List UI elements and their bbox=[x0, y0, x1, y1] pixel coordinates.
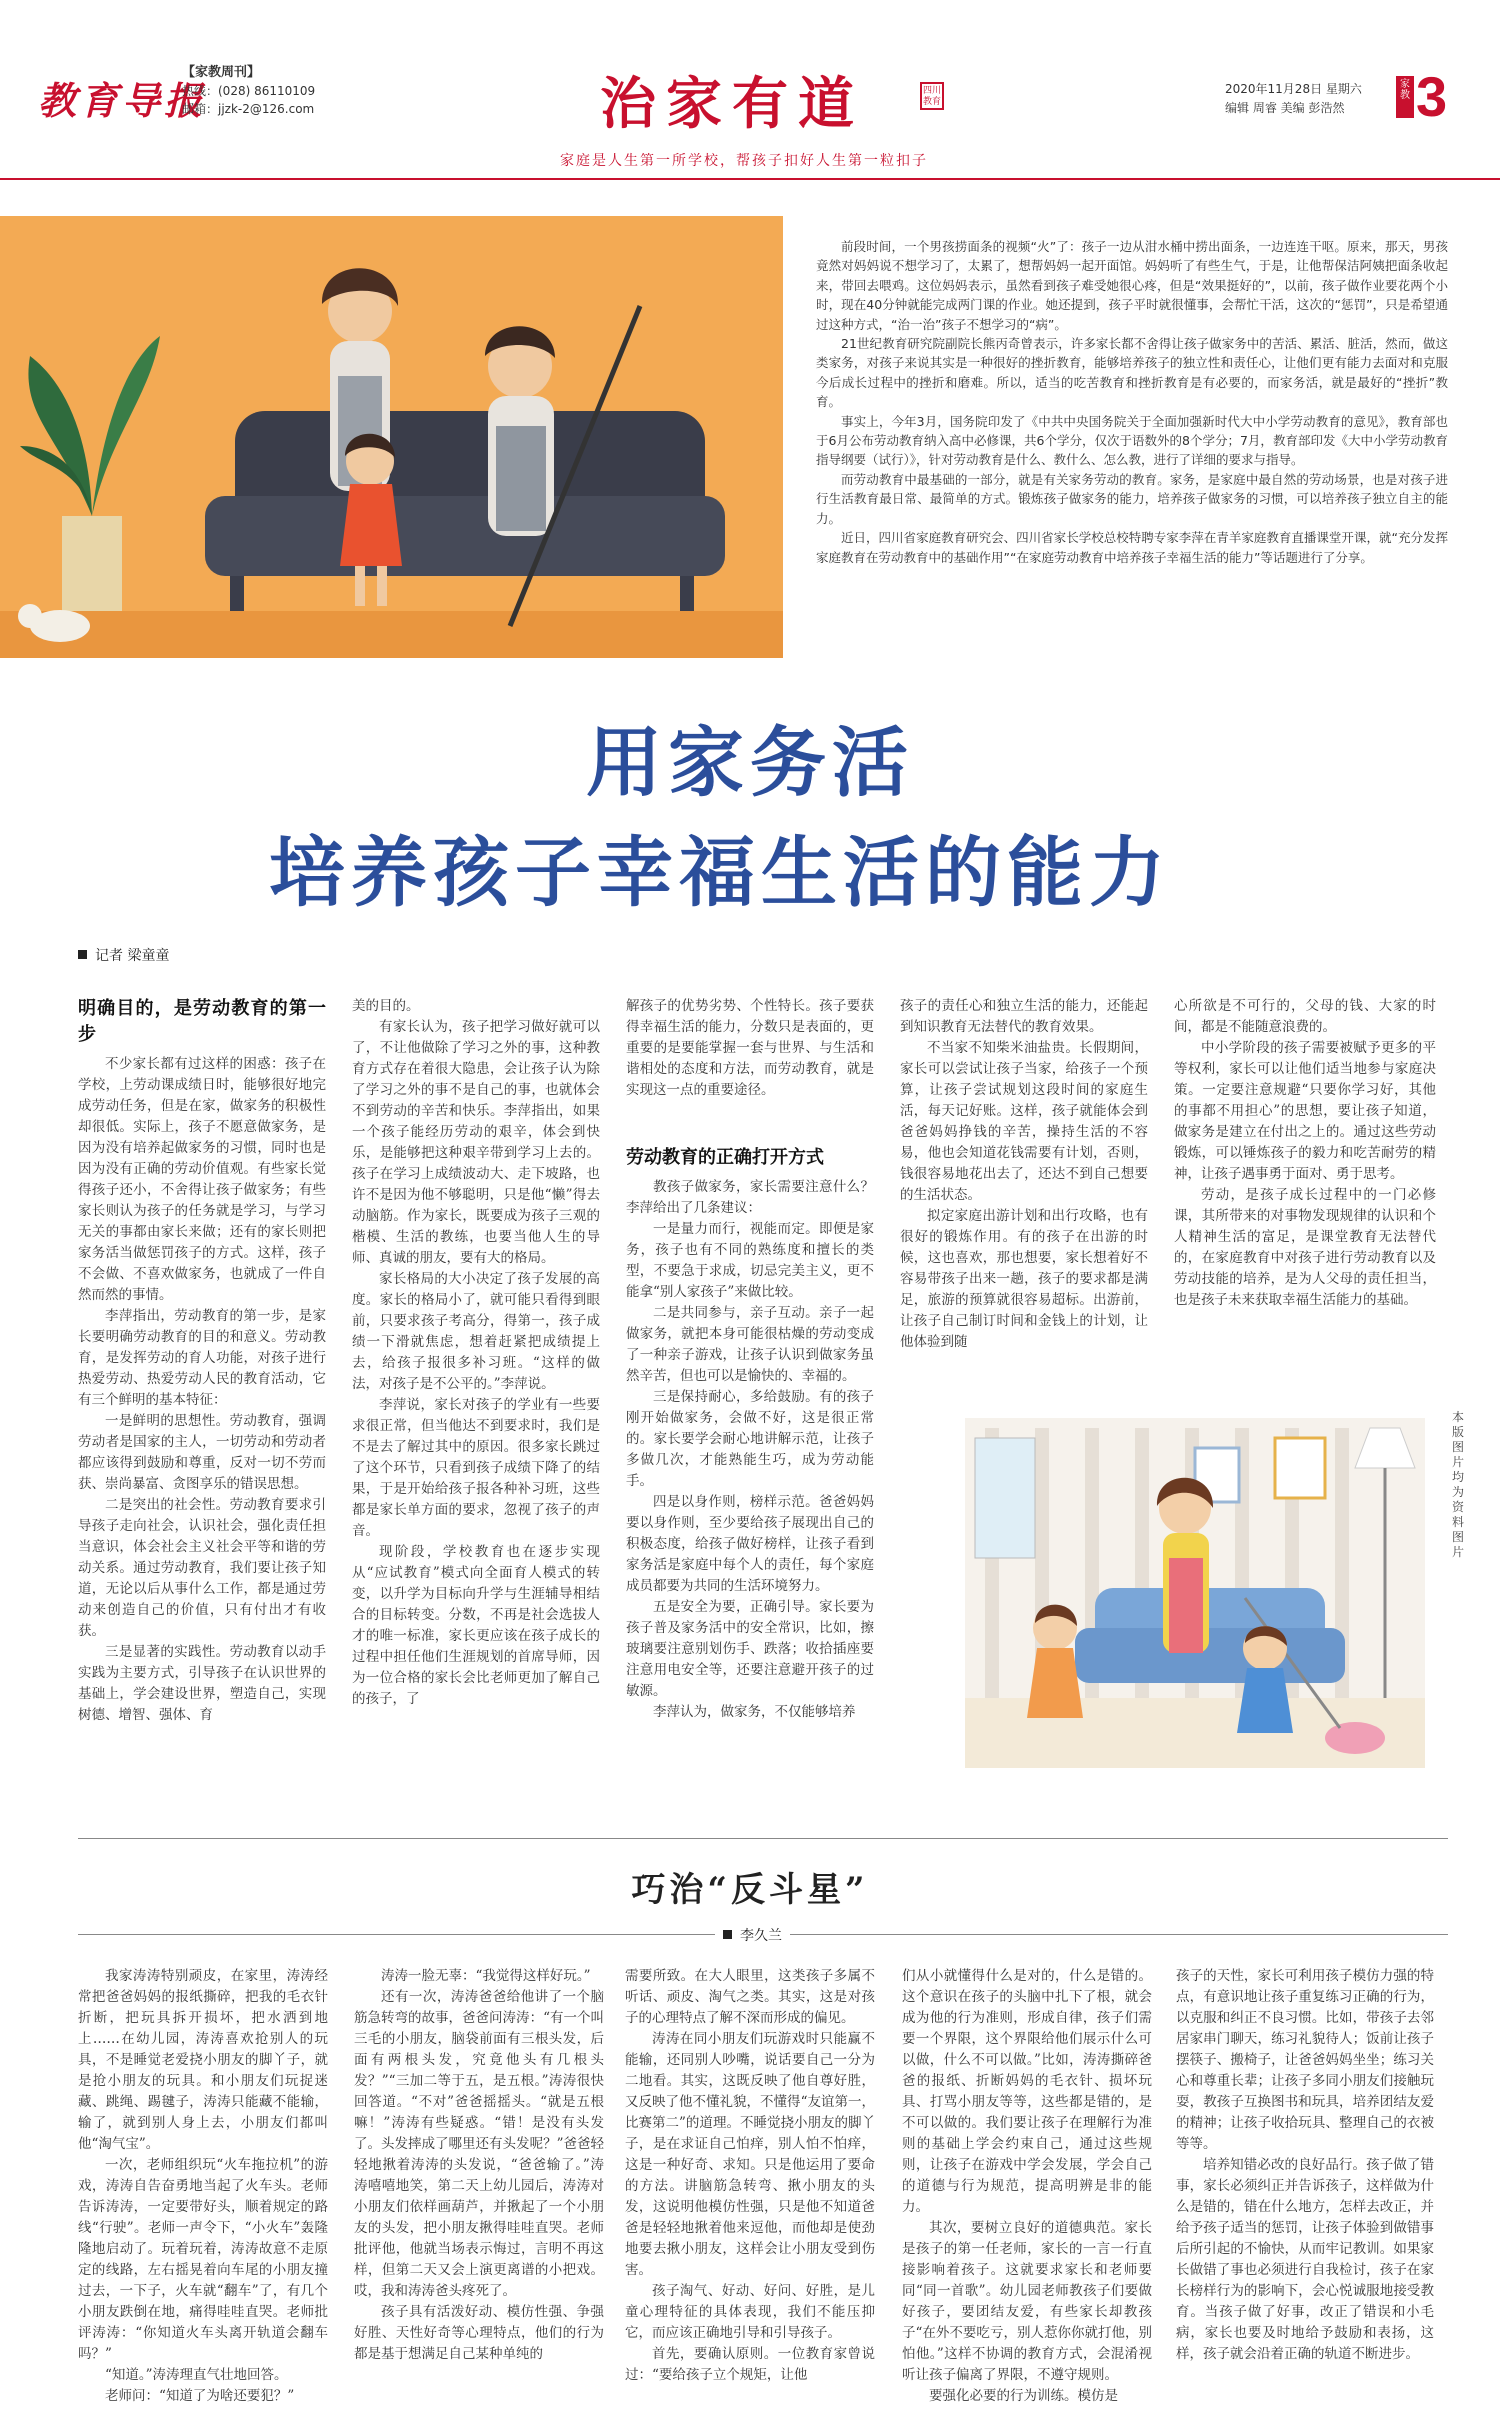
paragraph: 涛涛在同小朋友们玩游戏时只能赢不能输，还同别人吵嘴，说话要自己一分为二地看。其实，这既反映了他自尊好胜，又反映了他不懂礼貌，不懂得“友谊第一，比赛第二”的道理。不睡觉挠小朋友的脚丫子，是在求证自己怕痒，别人怕不怕痒，这是一种好奇、求知。只是他运用了要命的方法。讲脑筋急转弯、揪小朋友的头发，这说明他模仿性强，只是他不知道爸爸是轻轻地揪着他来逗他，而他却是使劲地要去揪小朋友，这样会让小朋友受到伤害。 bbox=[625, 2031, 875, 2278]
paragraph: 孩子的责任心和独立生活的能力，还能起到知识教育无法替代的教育效果。 bbox=[900, 998, 1148, 1035]
article-column-3 bbox=[626, 996, 874, 1723]
headline-line-1: 用家务活 bbox=[586, 718, 914, 807]
paragraph: 现阶段，学校教育也在逐步实现从“应试教育”模式向全面育人模式的转变，以升学为目标向升学与生涯辅导相结合的目标转变。分数，不再是社会选拔人才的唯一标准，家长更应该在孩子成长的过程中担任他们生涯规划的首席导师，因为一位合格的家长会比老师更加了解自己的孩子，了 bbox=[352, 1544, 600, 1707]
paragraph: 二是突出的社会性。劳动教育要求引导孩子走向社会，认识社会，强化责任担当意识，体会社会主义社会平等和谐的劳动关系。通过劳动教育，我们要让孩子知道，无论以后从事什么工作，都是通过劳动来创造自己的价值，只有付出才有收获。 bbox=[78, 1497, 326, 1639]
headline-line-2: 培养孩子幸福生活的能力 bbox=[269, 828, 1171, 917]
article-2-column-3 bbox=[625, 1966, 875, 2386]
article-2-column-4 bbox=[902, 1966, 1152, 2407]
paragraph: 二是共同参与，亲子互动。亲子一起做家务，就把本身可能很枯燥的劳动变成了一种亲子游戏，让孩子认识到做家务虽然辛苦，但也可以是愉快的、幸福的。 bbox=[626, 1305, 874, 1384]
subheading: 明确目的，是劳动教育的第一步 bbox=[78, 998, 326, 1045]
paragraph: “知道。”涛涛理直气壮地回答。 bbox=[105, 2367, 288, 2383]
family-cleaning-illustration bbox=[0, 216, 783, 658]
paragraph: 一是鲜明的思想性。劳动教育，强调劳动者是国家的主人，一切劳动和劳动者都应该得到鼓励和尊重，反对一切不劳而获、崇尚暴富、贪图享乐的错误思想。 bbox=[78, 1413, 326, 1492]
paragraph: 培养知错必改的良好品行。孩子做了错事，家长必须纠正并告诉孩子，这样做为什么是错的，错在什么地方，怎样去改正，并给予孩子适当的惩罚，让孩子体验到做错事后所引起的不愉快，从而牢记教训。如果家长做错了事也必须进行自我检讨，孩子在家长榜样行为的影响下，会心悦诚服地接受教育。当孩子做了好事，改正了错误和小毛病，家长也要及时地给予鼓励和表扬，这样，孩子就会沿着正确的轨道不断进步。 bbox=[1176, 2157, 1434, 2362]
paragraph: 要强化必要的行为训练。模仿是 bbox=[929, 2388, 1118, 2404]
article-2-column-2 bbox=[354, 1966, 604, 2365]
paragraph: 李萍说，家长对孩子的学业有一些要求很正常，但当他达不到要求时，我们是不是去了解过其中的原因。很多家长跳过了这个环节，只看到孩子成绩下降了的结果，于是开始给孩子报各种补习班，这些都是家长单方面的要求，忽视了孩子的声音。 bbox=[352, 1397, 600, 1539]
paragraph: 解孩子的优势劣势、个性特长。孩子要获得幸福生活的能力，分数只是表面的，更重要的是要能掌握一套与世界、与生活和谐相处的态度和方法，而劳动教育，就是实现这一点的重要途径。 bbox=[626, 998, 874, 1098]
paragraph: 孩子的天性，家长可利用孩子模仿力强的特点，有意识地让孩子重复练习正确的行为，以克服和纠正不良习惯。比如，带孩子去邻居家串门聊天，练习礼貌待人；饭前让孩子摆筷子、搬椅子，让爸爸妈妈坐坐；练习关心和尊重长辈；让孩子多同小朋友们接触玩耍，教孩子互换图书和玩具，培养团结友爱的精神；让孩子收拾玩具、整理自己的衣被等等。 bbox=[1176, 1968, 1434, 2152]
date-editor-block bbox=[1225, 80, 1362, 118]
page-number: 3 bbox=[1416, 65, 1448, 128]
masthead-contact bbox=[182, 64, 315, 118]
paragraph: 不少家长都有过这样的困惑：孩子在学校，上劳动课成绩日时，能够很好地完成劳动任务，但是在家，做家务的积极性却很低。实际上，孩子不愿意做家务，是因为没有培养起做家务的习惯，同时也是因为没有正确的劳动价值观。有些家长觉得孩子还小，不舍得让孩子做家务；有些家长则认为孩子的任务就是学习，与学习无关的事都由家长来做；还有的家长则把家务活当做惩罚孩子的方式。这样，孩子不会做、不喜欢做家务，也就成了一件自然而然的事情。 bbox=[78, 1056, 326, 1303]
section-divider bbox=[78, 1838, 1448, 1839]
intro-paragraph: 事实上，今年3月，国务院印发了《中共中央国务院关于全面加强新时代大中小学劳动教育的意见》，教育部也于6月公布劳动教育纳入高中必修课，共6个学分，仅次于语数外的8个学分；7月，教育部印发《大中小学劳动教育指导纲要（试行）》，针对劳动教育是什么、教什么、怎么教，进行了详细的要求与指导。 bbox=[816, 413, 1448, 468]
paragraph: 三是显著的实践性。劳动教育以动手实践为主要方式，引导孩子在认识世界的基础上，学会建设世界，塑造自己，实现树德、增智、强体、育 bbox=[78, 1644, 326, 1723]
article-column-2 bbox=[352, 996, 600, 1710]
byline: 记者 梁童童 bbox=[78, 945, 169, 965]
paragraph: 劳动，是孩子成长过程中的一门必修课，其所带来的对事物发现规律的认识和个人精神生活的富足，是课堂教育无法替代的，在家庭教育中对孩子进行劳动教育以及劳动技能的培养，是为人父母的责任担当，也是孩子未来获取幸福生活能力的基础。 bbox=[1174, 1187, 1436, 1308]
paragraph: 心所欲是不可行的，父母的钱、大家的时间，都是不能随意浪费的。 bbox=[1174, 998, 1436, 1035]
paragraph: 还有一次，涛涛爸爸给他讲了一个脑筋急转弯的故事，爸爸问涛涛：“有一个叫三毛的小朋友，脑袋前面有三根头发，后面有两根头发，究竟他头有几根头发？”“三加二等于五，是五根。”涛涛很快回答道。“不对”爸爸摇摇头。“就是五根嘛！”涛涛有些疑惑。“错！是没有头发了。头发摔成了哪里还有头发呢？”爸爸轻轻地揪着涛涛的头发说，“爸爸输了。”涛涛嘻嘻地笑，第二天上幼儿园后，涛涛对小朋友们依样画葫芦，并揪起了一个小朋友的头发，把小朋友揪得哇哇直哭。老师批评他，他就当场表示悔过，言明不再这样，但第二天又会上演更离谱的小把戏。哎，我和涛涛爸头疼死了。 bbox=[354, 1989, 604, 2299]
subheading: 劳动教育的正确打开方式 bbox=[626, 1147, 824, 1168]
article-2-column-1 bbox=[78, 1966, 328, 2407]
masthead-rule bbox=[0, 178, 1500, 180]
page-title: 治家有道 bbox=[600, 71, 864, 137]
byline: 李久兰 bbox=[715, 1925, 790, 1945]
editors: 编辑 周睿 美编 彭浩然 bbox=[1225, 101, 1345, 115]
paragraph: 一次，老师组织玩“火车拖拉机”的游戏，涛涛自告奋勇地当起了火车头。老师告诉涛涛，一定要带好头，顺着规定的路线“行驶”。老师一声令下，“小火车”轰隆隆地启动了。玩着玩着，涛涛故意不走原定的线路，左右摇晃着向车尾的小朋友撞过去，一下子，火车就“翻车”了，有几个小朋友跌倒在地，痛得哇哇直哭。老师批评涛涛：“你知道火车头离开轨道会翻车吗？” bbox=[78, 2157, 328, 2362]
paragraph: 孩子淘气、好动、好问、好胜，是儿童心理特征的具体表现，我们不能压抑它，而应该正确地引导和引导孩子。 bbox=[625, 2283, 875, 2341]
paragraph: 们从小就懂得什么是对的，什么是错的。这个意识在孩子的头脑中扎下了根，就会成为他的行为准则，形成自律，孩子们需要一个界限，这个界限给他们展示什么可以做，什么不可以做。”比如，涛涛撕碎爸爸的报纸、折断妈妈的毛衣针、损坏玩具、打骂小朋友等等，这些都是错的，是不可以做的。我们要让孩子在理解行为准则的基础上学会约束自己，通过这些规则，让孩子在游戏中学会发展，学会自己的道德与行为规范，提高明辨是非的能力。 bbox=[902, 1968, 1152, 2215]
photo-credit: 本版图片均为资料图片 bbox=[1452, 1410, 1465, 1559]
hotline: 热线：(028) 86110109 bbox=[182, 84, 316, 98]
paragraph: 我家涛涛特别顽皮，在家里，涛涛经常把爸爸妈妈的报纸撕碎，把我的毛衣针折断，把玩具拆开损坏，把水洒到地上……在幼儿园，涛涛喜欢抢别人的玩具，不是睡觉老爱挠小朋友的脚丫子，就是抢小朋友的玩具。和小朋友们玩捉迷藏、跳绳、踢毽子，涛涛只能藏不能输，输了，就到别人身上去，小朋友们都叫他“淘气宝”。 bbox=[78, 1968, 328, 2152]
issue-date: 2020年11月28日 星期六 bbox=[1225, 82, 1362, 96]
supplement-name: 【家教周刊】 bbox=[182, 65, 261, 80]
paragraph: 美的目的。 bbox=[352, 998, 420, 1014]
paragraph: 不当家不知柴米油盐贵。长假期间，家长可以尝试让孩子当家，给孩子一个预算，让孩子尝试规划这段时间的家庭生活，每天记好账。这样，孩子就能体会到爸爸妈妈挣钱的辛苦，操持生活的不容易，他也会知道花钱需要有计划，否则，钱很容易地花出去了，还达不到自己想要的生活状态。 bbox=[900, 1040, 1148, 1203]
paragraph: 教孩子做家务，家长需要注意什么？李萍给出了几条建议： bbox=[626, 1179, 874, 1216]
paragraph: 中小学阶段的孩子需要被赋予更多的平等权利，家长可以让他们适当地参与家庭决策。一定要注意规避“只要你学习好，其他的事都不用担心”的思想，要让孩子知道，做家务是建立在付出之上的。通过这些劳动锻炼，可以锤炼孩子的毅力和吃苦耐劳的精神，让孩子遇事勇于面对、勇于思考。 bbox=[1174, 1040, 1436, 1182]
article-2-title: 巧治“反斗星” bbox=[631, 1870, 869, 1910]
paragraph: 五是安全为要，正确引导。家长要为孩子普及家务活中的安全常识，比如，擦玻璃要注意别划伤手、跌落；收拾插座要注意用电安全等，还要注意避开孩子的过敏源。 bbox=[626, 1599, 874, 1699]
paragraph: 有家长认为，孩子把学习做好就可以了，不让他做除了学习之外的事，这种教育方式存在着很大隐患，会让孩子认为除了学习之外的事不是自己的事，也就体会不到劳动的辛苦和快乐。李萍指出，如果一个孩子能经历劳动的艰辛，体会到快乐，是能够把这种艰辛带到学习上去的。孩子在学习上成绩波动大、走下坡路，也许不是因为他不够聪明，只是他“懒”得去动脑筋。作为家长，既要成为孩子三观的楷模、生活的教练，也要当他人生的导师、真诚的朋友，要有大的格局。 bbox=[352, 1019, 600, 1266]
article-column-1 bbox=[78, 996, 326, 1726]
paragraph: 家长格局的大小决定了孩子发展的高度。家长的格局小了，就可能只看得到眼前，只要求孩子考高分，得第一，孩子成绩一下滑就焦虑，想着赶紧把成绩提上去，给孩子报很多补习班。“这样的做法，对孩子是不公平的。”李萍说。 bbox=[352, 1271, 600, 1392]
paragraph: 需要所致。在大人眼里，这类孩子多属不听话、顽皮、淘气之类。其实，这是对孩子的心理特点了解不深而形成的偏见。 bbox=[625, 1968, 875, 2026]
intro-paragraph: 而劳动教育中最基础的一部分，就是有关家务劳动的教育。家务，是家庭中最自然的劳动场景，也是对孩子进行生活教育最日常、最简单的方式。锻炼孩子做家务的能力，培养孩子做家务的习惯，可以培养孩子独立自主的能力。 bbox=[816, 471, 1448, 526]
article-2-column-5 bbox=[1176, 1966, 1434, 2365]
intro-paragraph: 近日，四川省家庭教育研究会、四川省家长学校总校特聘专家李萍在青羊家庭教育直播课堂开课，就“充分发挥家庭教育在劳动教育中的基础作用”“在家庭劳动教育中培养孩子幸福生活的能力”等话题进行了分享。 bbox=[816, 530, 1448, 565]
article-column-5 bbox=[1174, 996, 1436, 1311]
intro-paragraph: 前段时间，一个男孩捞面条的视频“火”了：孩子一边从泔水桶中捞出面条，一边连连干呕。原来，那天，男孩竟然对妈妈说不想学习了，太累了，想帮妈妈一起开面馆。妈妈听了有些生气，于是，让他帮保洁阿姨把面条收起来，带回去喂鸡。这位妈妈表示，虽然看到孩子难受她很心疼，但是“效果挺好的”，以前，孩子做作业要花两个小时，现在40分钟就能完成两门课的作业。她还提到，孩子平时就很懂事，会帮忙干活，这次的“惩罚”，只是希望通过这种方式，“治一治”孩子不想学习的“病”。 bbox=[816, 239, 1448, 332]
intro-paragraph: 21世纪教育研究院副院长熊丙奇曾表示，许多家长都不舍得让孩子做家务中的苦活、累活、脏活，然而，做这类家务，对孩子来说其实是一种很好的挫折教育，能够培养孩子的独立性和责任心，让他们更有能力去面对和克服今后成长过程中的挫折和磨难。所以，适当的吃苦教育和挫折教育是有必要的，而家务活，就是最好的“挫折”教育。 bbox=[816, 336, 1448, 410]
paragraph: 三是保持耐心，多给鼓励。有的孩子刚开始做家务，会做不好，这是很正常的。家长要学会耐心地讲解示范，让孩子多做几次，才能熟能生巧，成为劳动能手。 bbox=[626, 1389, 874, 1489]
email: 邮箱：jjzk-2@126.com bbox=[182, 102, 315, 116]
paragraph: 李萍认为，做家务，不仅能够培养 bbox=[653, 1704, 856, 1720]
paragraph: 老师问：“知道了为啥还要犯？” bbox=[105, 2388, 295, 2404]
paragraph: 孩子具有活泼好动、模仿性强、争强好胜、天性好奇等心理特点，他们的行为都是基于想满足自己某种单纯的 bbox=[354, 2304, 604, 2362]
paragraph: 四是以身作则，榜样示范。爸爸妈妈要以身作则，至少要给孩子展现出自己的积极态度，给孩子做好榜样，让孩子看到家务活是家庭中每个人的责任，每个家庭成员都要为共同的生活环境努力。 bbox=[626, 1494, 874, 1594]
slogan: 家庭是人生第一所学校，帮孩子扣好人生第一粒扣子 bbox=[560, 153, 928, 169]
mother-daughters-cleaning-illustration bbox=[945, 1398, 1445, 1790]
paragraph: 其次，要树立良好的道德典范。家长是孩子的第一任老师，家长的一言一行直接影响着孩子。这就要求家长和老师要同“同一首歌”。幼儿园老师教孩子们要做好孩子，要团结友爱，有些家长却教孩子“在外不要吃亏，别人惹你你就打他，别怕他。”这样不协调的教育方式，会混淆视听让孩子偏离了界限，不遵守规则。 bbox=[902, 2220, 1152, 2383]
seal-stamp: 四川教育 bbox=[920, 82, 944, 110]
section-tag: 家教 bbox=[1396, 76, 1414, 118]
article-column-4 bbox=[900, 996, 1148, 1353]
article-intro bbox=[816, 237, 1448, 567]
paragraph: 涛涛一脸无辜：“我觉得这样好玩。” bbox=[381, 1968, 591, 1984]
paragraph: 拟定家庭出游计划和出行攻略，也有很好的锻炼作用。有的孩子在出游的时候，这也喜欢，那也想要，家长想着好不容易带孩子出来一趟，孩子的要求都是满足，旅游的预算就很容易超标。出游前，让孩子自己制订时间和金钱上的计划，让他体验到随 bbox=[900, 1208, 1148, 1350]
paragraph: 首先，要确认原则。一位教育家曾说过：“要给孩子立个规矩，让他 bbox=[625, 2346, 875, 2383]
paragraph: 一是量力而行，视能而定。即便是家务，孩子也有不同的熟练度和擅长的类型，不要急于求成，切忌完美主义，更不能拿“别人家孩子”来做比较。 bbox=[626, 1221, 874, 1300]
paragraph: 李萍指出，劳动教育的第一步，是家长要明确劳动教育的目的和意义。劳动教育，是发挥劳动的育人功能，对孩子进行热爱劳动、热爱劳动人民的教育活动，它有三个鲜明的基本特征： bbox=[78, 1308, 326, 1408]
newspaper-logo: 教育导报 bbox=[38, 78, 207, 123]
